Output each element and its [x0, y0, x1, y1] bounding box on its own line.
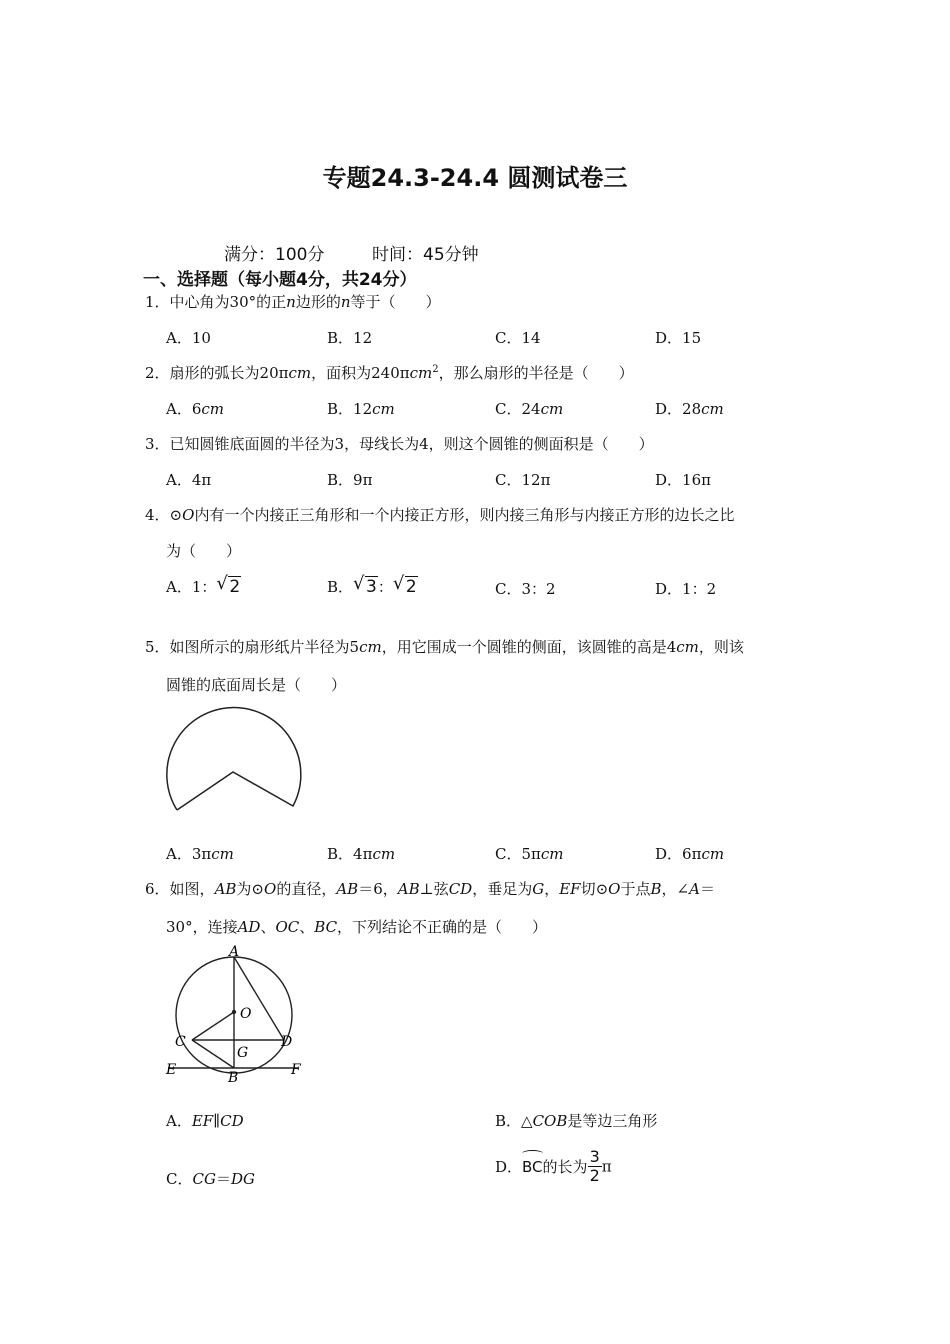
sector-figure: [160, 700, 310, 818]
q1-option-d[interactable]: D．15: [655, 329, 702, 347]
question-4: [145, 504, 734, 525]
sqrt-symbol: √ 2: [216, 573, 241, 597]
variable: OC: [275, 918, 300, 936]
question-text: ，面积为240π: [311, 364, 410, 382]
variable: G: [532, 880, 545, 898]
q3-option-b[interactable]: B．9π: [327, 471, 373, 489]
question-text: ，下列结论不正确的是（ ）: [337, 918, 548, 936]
q1-option-c[interactable]: C．14: [495, 329, 541, 347]
question-5: [145, 636, 744, 657]
question-text: ，那么扇形的半径是（ ）: [438, 364, 634, 382]
label-o: O: [240, 1006, 252, 1022]
q6-option-a[interactable]: A．EF∥CD: [166, 1112, 244, 1130]
label-e: E: [166, 1062, 177, 1078]
q4-option-b[interactable]: B． √ 3： √ 2: [327, 573, 417, 597]
variable: A: [689, 880, 700, 898]
question-number: 1．: [145, 293, 170, 311]
variable: BC: [314, 918, 338, 936]
question-text: 30°，连接: [166, 918, 238, 936]
q1-option-b[interactable]: B．12: [327, 329, 373, 347]
question-text: 等于（ ）: [350, 293, 441, 311]
sector-outline: [167, 708, 301, 810]
q3-option-c[interactable]: C．12π: [495, 471, 551, 489]
fraction: $\frac{3}{2}$: [589, 1147, 600, 1185]
question-2: [145, 362, 634, 383]
q5-option-b[interactable]: B．4πcm: [327, 845, 396, 863]
page-title: 专题24.3-24.4 圆测试卷三: [322, 164, 628, 192]
variable: O: [182, 506, 195, 524]
q2-option-a[interactable]: A．6cm: [166, 400, 225, 418]
question-number: 4．: [145, 506, 170, 524]
question-number: 2．: [145, 364, 170, 382]
variable: AD: [237, 918, 261, 936]
label-a: A: [229, 944, 240, 960]
question-text: ＝: [699, 880, 715, 898]
variable: O: [264, 880, 277, 898]
question-text: ⊥弦: [419, 880, 449, 898]
question-text: 、: [299, 918, 315, 936]
q5-option-a[interactable]: A．3πcm: [166, 845, 234, 863]
section-heading: 一、选择题（每小题4分，共24分）: [143, 270, 417, 290]
question-6: [145, 878, 715, 899]
unit: cm: [676, 638, 699, 656]
question-number: 3．: [145, 435, 170, 453]
q6-option-c[interactable]: C．CG＝DG: [166, 1170, 255, 1188]
sqrt-symbol: √ 2: [392, 573, 417, 597]
q5-option-d[interactable]: D．6πcm: [655, 845, 725, 863]
circle-symbol: ⊙: [169, 506, 183, 524]
full-score: 满分：100分: [224, 245, 325, 265]
q4-option-a[interactable]: A．1： √ 2: [166, 573, 241, 597]
unit: cm: [359, 638, 382, 656]
unit: cm: [409, 364, 433, 382]
question-text: ，: [544, 880, 560, 898]
q2-option-d[interactable]: D．28cm: [655, 400, 724, 418]
question-text: ，用它围成一个圆锥的侧面，该圆锥的高是4: [381, 638, 677, 656]
question-text: 为⊙: [236, 880, 264, 898]
q5-option-c[interactable]: C．5πcm: [495, 845, 564, 863]
variable: AB: [397, 880, 420, 898]
question-text: ，垂足为: [472, 880, 533, 898]
sqrt-symbol: √ 3: [353, 573, 377, 597]
label-g: G: [237, 1045, 249, 1061]
q3-option-a[interactable]: A．4π: [166, 471, 212, 489]
center-point: [232, 1010, 236, 1014]
variable: CD: [448, 880, 473, 898]
q6-option-d[interactable]: D． BC的长为 $\frac{3}{2}$ π: [495, 1147, 612, 1185]
variable: B: [650, 880, 662, 898]
variable: EF: [559, 880, 581, 898]
circle-figure: [158, 940, 318, 1088]
q4-option-d[interactable]: D．1：2: [655, 580, 717, 598]
q6-option-b[interactable]: B．△COB是等边三角形: [495, 1112, 658, 1130]
q2-option-b[interactable]: B．12cm: [327, 400, 395, 418]
q2-option-c[interactable]: C．24cm: [495, 400, 564, 418]
time-limit: 时间：45分钟: [372, 245, 479, 265]
unit: cm: [288, 364, 312, 382]
question-text: 的直径，: [276, 880, 337, 898]
question-number: 5．: [145, 638, 170, 656]
question-text: 已知圆锥底面圆的半径为3，母线长为4，则这个圆锥的侧面积是（ ）: [169, 435, 654, 453]
q4-option-c[interactable]: C．3：2: [495, 580, 556, 598]
q3-option-d[interactable]: D．16π: [655, 471, 711, 489]
question-text: 内有一个内接正三角形和一个内接正方形，则内接三角形与内接正方形的边长之比: [194, 506, 735, 524]
variable: n: [340, 293, 351, 311]
question-text: 中心角为30°的正: [169, 293, 287, 311]
question-number: 6．: [145, 880, 170, 898]
question-4-continued: 为（ ）: [166, 542, 242, 560]
question-text: ，则该: [698, 638, 744, 656]
superscript: 2: [432, 364, 439, 375]
question-text: 如图所示的扇形纸片半径为5: [169, 638, 360, 656]
question-text: [170, 880, 715, 898]
question-1: [145, 291, 441, 312]
arc-bc: BC: [522, 1158, 543, 1176]
segment-ad: [234, 957, 284, 1040]
variable: AB: [336, 880, 359, 898]
variable: AB: [214, 880, 237, 898]
question-text: 于点: [620, 880, 651, 898]
segment-oc: [192, 1012, 234, 1040]
question-text: 边形的: [295, 293, 341, 311]
label-d: D: [281, 1034, 293, 1050]
question-text: ，∠: [661, 880, 690, 898]
question-3: [145, 433, 654, 454]
label-c: C: [175, 1034, 186, 1050]
q1-option-a[interactable]: A．10: [166, 329, 211, 347]
question-6-continued: [166, 916, 547, 937]
question-5-continued: 圆锥的底面周长是（ ）: [166, 676, 347, 694]
question-text: 如图，: [169, 880, 215, 898]
variable: O: [608, 880, 621, 898]
label-f: F: [291, 1062, 301, 1078]
segment-bc: [192, 1040, 234, 1068]
label-b: B: [228, 1070, 239, 1086]
variable: n: [286, 293, 296, 311]
question-text: 切⊙: [580, 880, 609, 898]
question-text: 扇形的弧长为20π: [169, 364, 289, 382]
question-text: ＝6，: [358, 880, 398, 898]
question-text: 、: [260, 918, 276, 936]
